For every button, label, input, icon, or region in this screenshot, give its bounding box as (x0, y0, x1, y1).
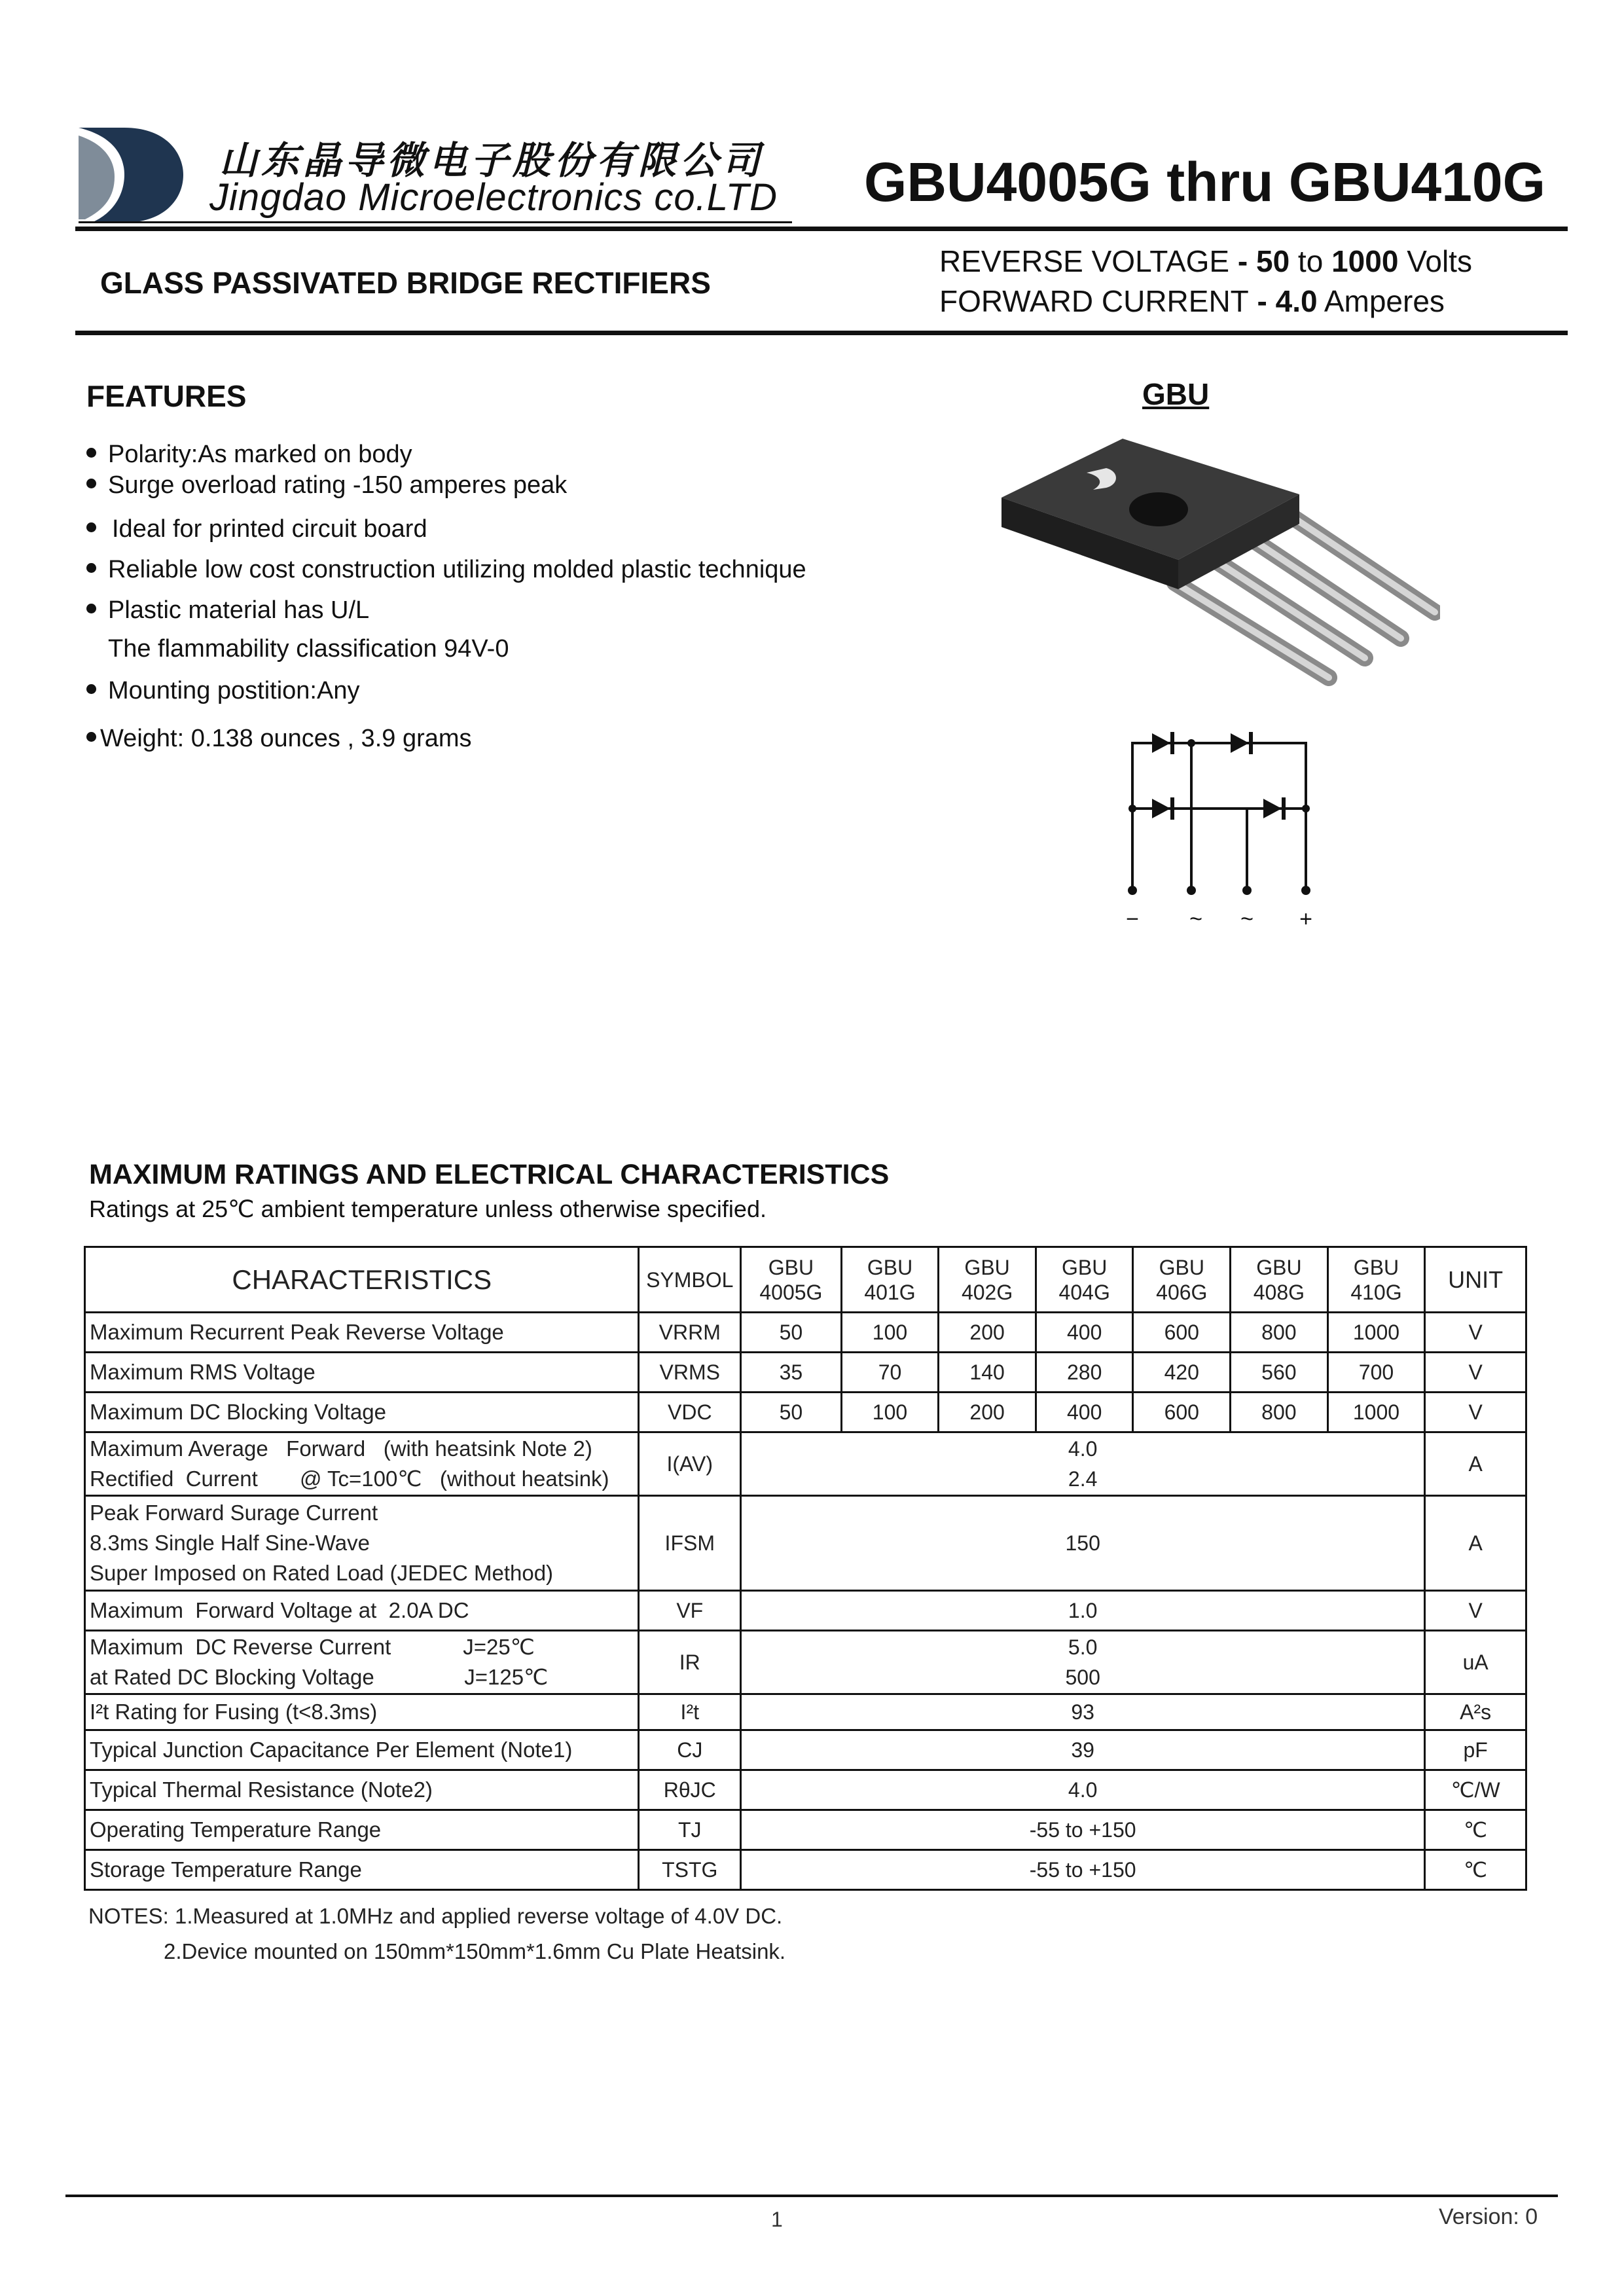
row-merged-value: 39 (741, 1730, 1425, 1770)
note-1: NOTES: 1.Measured at 1.0MHz and applied reverse voltage of 4.0V DC. (88, 1904, 783, 1928)
row-value: 200 (939, 1393, 1036, 1432)
row-unit: V (1425, 1393, 1526, 1432)
header-unit: UNIT (1425, 1247, 1526, 1313)
table-row (85, 1730, 1526, 1770)
row-symbol: VF (639, 1591, 741, 1631)
row-symbol: CJ (639, 1730, 741, 1770)
row-value: 400 (1036, 1313, 1133, 1353)
feature-item-continued: The flammability classification 94V-0 (108, 635, 509, 663)
table-row (85, 1850, 1526, 1890)
row-value: 700 (1327, 1353, 1425, 1393)
row-value: 400 (1036, 1393, 1133, 1432)
row-merged-value: 4.0 2.4 (741, 1432, 1425, 1496)
bullet-icon (86, 684, 96, 694)
package-image (995, 432, 1440, 707)
ratings-title: MAXIMUM RATINGS AND ELECTRICAL CHARACTERISTICS (89, 1159, 890, 1190)
row-value: 100 (841, 1313, 939, 1353)
feature-item: Weight: 0.138 ounces , 3.9 grams (86, 725, 472, 753)
row-symbol: TJ (639, 1810, 741, 1850)
row-description: Maximum Forward Voltage at 2.0A DC (85, 1591, 639, 1631)
header-characteristics: CHARACTERISTICS (85, 1247, 639, 1313)
header-part: GBU 408G (1231, 1247, 1328, 1313)
row-symbol: TSTG (639, 1850, 741, 1890)
row-value: 600 (1133, 1393, 1231, 1432)
row-description: I²t Rating for Fusing (t<8.3ms) (85, 1694, 639, 1730)
feature-item: Plastic material has U/L (86, 596, 369, 625)
row-merged-value: 5.0 500 (741, 1631, 1425, 1694)
header-part: GBU 4005G (741, 1247, 842, 1313)
footer-divider (65, 2195, 1558, 2197)
company-logo (79, 128, 183, 223)
row-value: 280 (1036, 1353, 1133, 1393)
row-description: Operating Temperature Range (85, 1810, 639, 1850)
row-description: Maximum DC Reverse Current J=25℃ at Rated DC Blocking Voltage J=125℃ (85, 1631, 639, 1694)
row-unit: uA (1425, 1631, 1526, 1694)
table-row (85, 1313, 1526, 1353)
row-value: 50 (741, 1393, 842, 1432)
row-symbol: VDC (639, 1393, 741, 1432)
company-name-chinese: 山东晶导微电子股份有限公司 (219, 139, 765, 182)
logo-underline (79, 221, 792, 223)
feature-item: Polarity:As marked on body (86, 441, 412, 469)
pin-label-negative: − (1126, 907, 1139, 932)
row-value: 100 (841, 1393, 939, 1432)
table-header-row (85, 1247, 1526, 1313)
package-label: GBU (1142, 377, 1210, 411)
row-value: 70 (841, 1353, 939, 1393)
header-symbol: SYMBOL (639, 1247, 741, 1313)
feature-item: Reliable low cost construction utilizing molded plastic technique (86, 556, 806, 584)
row-merged-value: 1.0 (741, 1591, 1425, 1631)
spec-divider (75, 331, 1568, 335)
row-value: 420 (1133, 1353, 1231, 1393)
bullet-icon (86, 479, 96, 488)
row-symbol: IR (639, 1631, 741, 1694)
pin-label-positive: + (1299, 907, 1312, 932)
pin-label-ac2: ~ (1240, 907, 1254, 932)
row-symbol: RθJC (639, 1770, 741, 1810)
header-part: GBU 410G (1327, 1247, 1425, 1313)
forward-current-spec: FORWARD CURRENT - 4.0 Amperes (939, 284, 1445, 318)
row-value: 600 (1133, 1313, 1231, 1353)
row-value: 35 (741, 1353, 842, 1393)
pin-label-ac1: ~ (1189, 907, 1202, 932)
row-description: Maximum Recurrent Peak Reverse Voltage (85, 1313, 639, 1353)
bullet-icon (86, 522, 96, 532)
ratings-subtitle: Ratings at 25℃ ambient temperature unless otherwise specified. (89, 1195, 767, 1222)
features-title: FEATURES (86, 379, 247, 413)
row-unit: ℃ (1425, 1850, 1526, 1890)
row-value: 50 (741, 1313, 842, 1353)
company-name-english: Jingdao Microelectronics co.LTD (209, 176, 778, 219)
header-divider (75, 227, 1568, 231)
row-unit: V (1425, 1591, 1526, 1631)
header-part: GBU 401G (841, 1247, 939, 1313)
bullet-icon (86, 604, 96, 613)
row-description: Maximum RMS Voltage (85, 1353, 639, 1393)
table-row (85, 1353, 1526, 1393)
table-row (85, 1393, 1526, 1432)
row-value: 200 (939, 1313, 1036, 1353)
feature-item: Mounting postition:Any (86, 677, 359, 705)
row-merged-value: 150 (741, 1496, 1425, 1591)
row-description: Typical Junction Capacitance Per Element (Note1) (85, 1730, 639, 1770)
header-part: GBU 402G (939, 1247, 1036, 1313)
note-2: 2.Device mounted on 150mm*150mm*1.6mm Cu Plate Heatsink. (164, 1939, 786, 1963)
document-subtitle: GLASS PASSIVATED BRIDGE RECTIFIERS (100, 266, 711, 300)
row-symbol: I²t (639, 1694, 741, 1730)
row-value: 1000 (1327, 1393, 1425, 1432)
row-merged-value: -55 to +150 (741, 1810, 1425, 1850)
row-unit: ℃ (1425, 1810, 1526, 1850)
bridge-circuit-diagram (1113, 727, 1329, 936)
row-unit: V (1425, 1313, 1526, 1353)
header-part: GBU 406G (1133, 1247, 1231, 1313)
row-unit: A (1425, 1496, 1526, 1591)
row-unit: A²s (1425, 1694, 1526, 1730)
table-row (85, 1432, 1526, 1496)
feature-item: Ideal for printed circuit board (86, 515, 427, 543)
row-value: 800 (1231, 1313, 1328, 1353)
row-unit: ℃/W (1425, 1770, 1526, 1810)
bullet-icon (86, 563, 96, 573)
row-value: 140 (939, 1353, 1036, 1393)
row-symbol: VRMS (639, 1353, 741, 1393)
row-description: Peak Forward Surage Current 8.3ms Single Half Sine-Wave Super Imposed on Rated Load (JEDEC Method) (85, 1496, 639, 1591)
row-description: Maximum Average Forward (with heatsink Note 2) Rectified Current @ Tc=100℃ (without heatsink) (85, 1432, 639, 1496)
feature-item: Surge overload rating -150 amperes peak (86, 471, 567, 500)
version-label: Version: 0 (1439, 2204, 1538, 2229)
row-value: 1000 (1327, 1313, 1425, 1353)
row-value: 800 (1231, 1393, 1328, 1432)
part-title: GBU4005G thru GBU410G (864, 151, 1545, 213)
table-row (85, 1591, 1526, 1631)
bullet-icon (86, 448, 96, 458)
table-row (85, 1631, 1526, 1694)
row-value: 560 (1231, 1353, 1328, 1393)
table-row (85, 1694, 1526, 1730)
table-row (85, 1810, 1526, 1850)
table-row (85, 1770, 1526, 1810)
row-merged-value: 4.0 (741, 1770, 1425, 1810)
row-merged-value: 93 (741, 1694, 1425, 1730)
page-number: 1 (771, 2208, 783, 2231)
row-description: Typical Thermal Resistance (Note2) (85, 1770, 639, 1810)
row-symbol: IFSM (639, 1496, 741, 1591)
row-unit: A (1425, 1432, 1526, 1496)
row-merged-value: -55 to +150 (741, 1850, 1425, 1890)
ratings-table (84, 1246, 1527, 1891)
bullet-icon (86, 732, 96, 742)
row-symbol: VRRM (639, 1313, 741, 1353)
header-part: GBU 404G (1036, 1247, 1133, 1313)
table-row (85, 1496, 1526, 1591)
row-description: Storage Temperature Range (85, 1850, 639, 1890)
reverse-voltage-spec: REVERSE VOLTAGE - 50 to 1000 Volts (939, 244, 1472, 278)
row-unit: pF (1425, 1730, 1526, 1770)
row-description: Maximum DC Blocking Voltage (85, 1393, 639, 1432)
row-unit: V (1425, 1353, 1526, 1393)
row-symbol: I(AV) (639, 1432, 741, 1496)
